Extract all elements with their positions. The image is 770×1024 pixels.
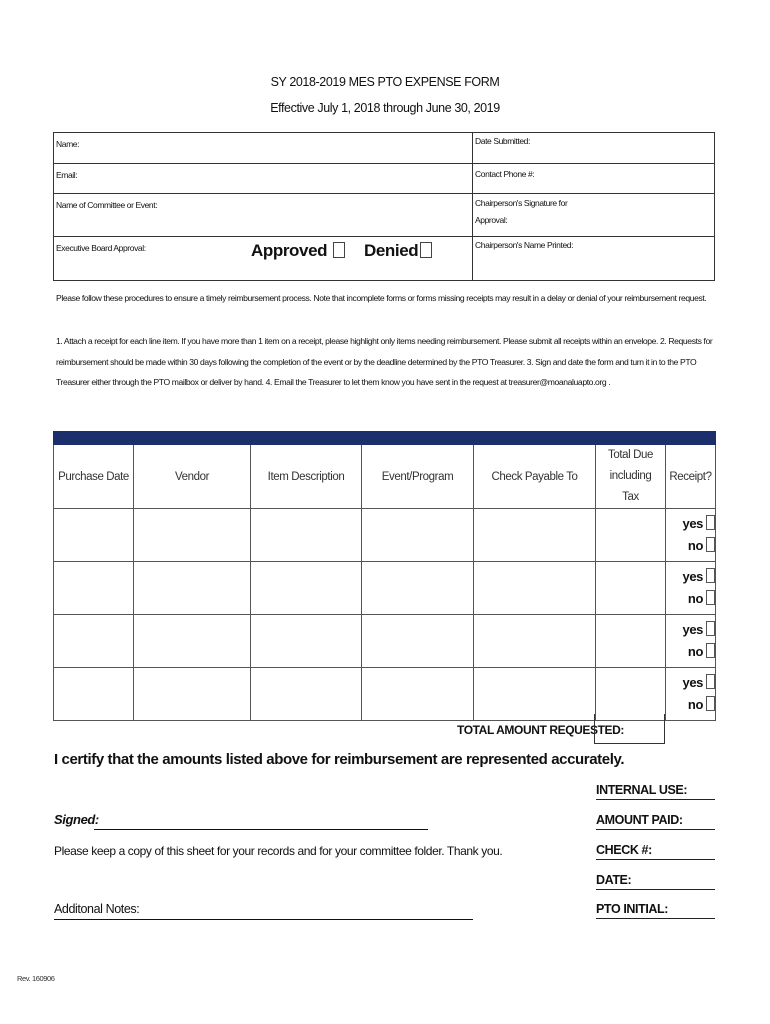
purchase-date-cell[interactable] [54,562,134,615]
receipt-yes[interactable] [666,619,715,641]
no-checkbox[interactable] [706,696,715,711]
signed-label: Signed: [54,812,99,827]
col-total-due: Total Due including Tax [596,445,666,509]
table-row [54,509,716,562]
col-check-payable-to: Check Payable To [474,445,596,509]
total-due-cell[interactable] [596,668,666,721]
name-field[interactable] [54,133,473,163]
total-due-cell[interactable] [596,562,666,615]
exec-board-approval [54,237,473,280]
receipt-no[interactable] [666,641,715,663]
receipt-yes[interactable] [666,513,715,535]
receipt-cell [666,509,716,562]
yes-checkbox[interactable] [706,621,715,636]
col-item-description: Item Description [251,445,362,509]
item-description-cell[interactable] [251,615,362,668]
chair-signature-field[interactable] [473,194,714,236]
event-program-cell[interactable] [362,615,474,668]
receipt-cell [666,615,716,668]
yes-checkbox[interactable] [706,568,715,583]
event-program-cell[interactable] [362,668,474,721]
col-vendor: Vendor [134,445,251,509]
vendor-cell[interactable] [134,668,251,721]
info-table [53,132,715,281]
table-header-bar [54,432,716,445]
table-row [54,615,716,668]
certify-statement: I certify that the amounts listed above for reimbursement are represented accurately. [54,751,625,768]
no-label: no [687,538,703,553]
denied-option[interactable] [364,241,432,261]
email-field[interactable] [54,164,473,193]
check-number-field[interactable]: CHECK #: [596,843,715,860]
col-event-program: Event/Program [362,445,474,509]
chair-name-label: Chairperson's Name Printed: [475,240,574,250]
additional-notes-label: Additonal Notes: [54,902,140,916]
purchase-date-cell[interactable] [54,615,134,668]
item-description-cell[interactable] [251,668,362,721]
form-title: SY 2018-2019 MES PTO EXPENSE FORM [270,75,500,89]
signature-line[interactable] [94,829,428,830]
col-receipt: Receipt? [666,445,716,509]
instructions-intro: Please follow these procedures to ensure a timely reimbursement process. Note that incomplete forms or forms missing receipts may result in a delay or denial of your reimbursement request. [56,293,707,303]
approved-option[interactable] [251,241,345,261]
form-subtitle: Effective July 1, 2018 through June 30, 2019 [270,101,500,115]
no-label: no [687,644,703,659]
yes-label: yes [682,675,703,690]
yes-label: yes [682,516,703,531]
event-program-cell[interactable] [362,562,474,615]
no-label: no [687,591,703,606]
purchase-date-cell[interactable] [54,509,134,562]
total-amount-field[interactable] [594,714,665,744]
check-payable-cell[interactable] [474,562,596,615]
item-description-cell[interactable] [251,509,362,562]
chair-signature-label-2: Approval: [475,215,508,225]
name-label: Name: [56,139,80,149]
committee-field[interactable] [54,194,473,236]
no-checkbox[interactable] [706,590,715,605]
date-field[interactable]: DATE: [596,873,715,890]
amount-paid-field[interactable]: AMOUNT PAID: [596,813,715,830]
table-row [54,562,716,615]
receipt-yes[interactable] [666,566,715,588]
expense-table [53,431,716,721]
yes-checkbox[interactable] [706,515,715,530]
no-checkbox[interactable] [706,643,715,658]
purchase-date-cell[interactable] [54,668,134,721]
no-checkbox[interactable] [706,537,715,552]
check-payable-cell[interactable] [474,615,596,668]
check-payable-cell[interactable] [474,668,596,721]
chair-name-field[interactable] [473,237,714,280]
approved-label: Approved [251,241,328,260]
col-purchase-date: Purchase Date [54,445,134,509]
exec-board-label: Executive Board Approval: [56,243,146,253]
table-header-row [54,445,716,509]
receipt-cell [666,668,716,721]
total-due-cell[interactable] [596,615,666,668]
contact-phone-field[interactable] [473,164,714,193]
date-submitted-field[interactable] [473,133,714,163]
receipt-no[interactable] [666,535,715,557]
vendor-cell[interactable] [134,562,251,615]
yes-checkbox[interactable] [706,674,715,689]
additional-notes-line[interactable] [54,919,473,920]
denied-checkbox[interactable] [420,242,432,258]
date-submitted-label: Date Submitted: [475,136,530,146]
approved-checkbox[interactable] [333,242,345,258]
denied-label: Denied [364,241,419,260]
yes-label: yes [682,622,703,637]
chair-signature-label: Chairperson's Signature for [475,198,568,208]
yes-label: yes [682,569,703,584]
keep-copy-note: Please keep a copy of this sheet for your records and for your committee folder. Thank you. [54,844,503,858]
no-label: no [687,697,703,712]
event-program-cell[interactable] [362,509,474,562]
total-amount-label: TOTAL AMOUNT REQUESTED: [457,723,625,737]
receipt-cell [666,562,716,615]
committee-label: Name of Committee or Event: [56,200,158,210]
pto-initial-field[interactable]: PTO INITIAL: [596,902,715,919]
vendor-cell[interactable] [134,509,251,562]
check-payable-cell[interactable] [474,509,596,562]
vendor-cell[interactable] [134,615,251,668]
table-row [54,668,716,721]
item-description-cell[interactable] [251,562,362,615]
receipt-no[interactable] [666,588,715,610]
internal-use-heading: INTERNAL USE: [596,783,715,800]
instructions-steps: 1. Attach a receipt for each line item. If you have more than 1 item on a receipt, please highlight only items needing reimbursement. Please submit all receipts within an envelope. 2. Requests for reimbursement should be made within 30 days following the completion of the event or by the deadline determined by the PTO Treasurer. 3. Sign and date the form and turn it in to the PTO Treasurer either through the PTO mailbox or deliver by hand. 4. Email the Treasurer to let them know you have sent in the request at treasurer@moanaluapto.org . [56,336,713,387]
email-label: Email: [56,170,78,180]
total-due-cell[interactable] [596,509,666,562]
contact-phone-label: Contact Phone #: [475,169,535,179]
receipt-no[interactable] [666,694,715,716]
revision-label: Rev. 160906 [17,974,55,983]
receipt-yes[interactable] [666,672,715,694]
